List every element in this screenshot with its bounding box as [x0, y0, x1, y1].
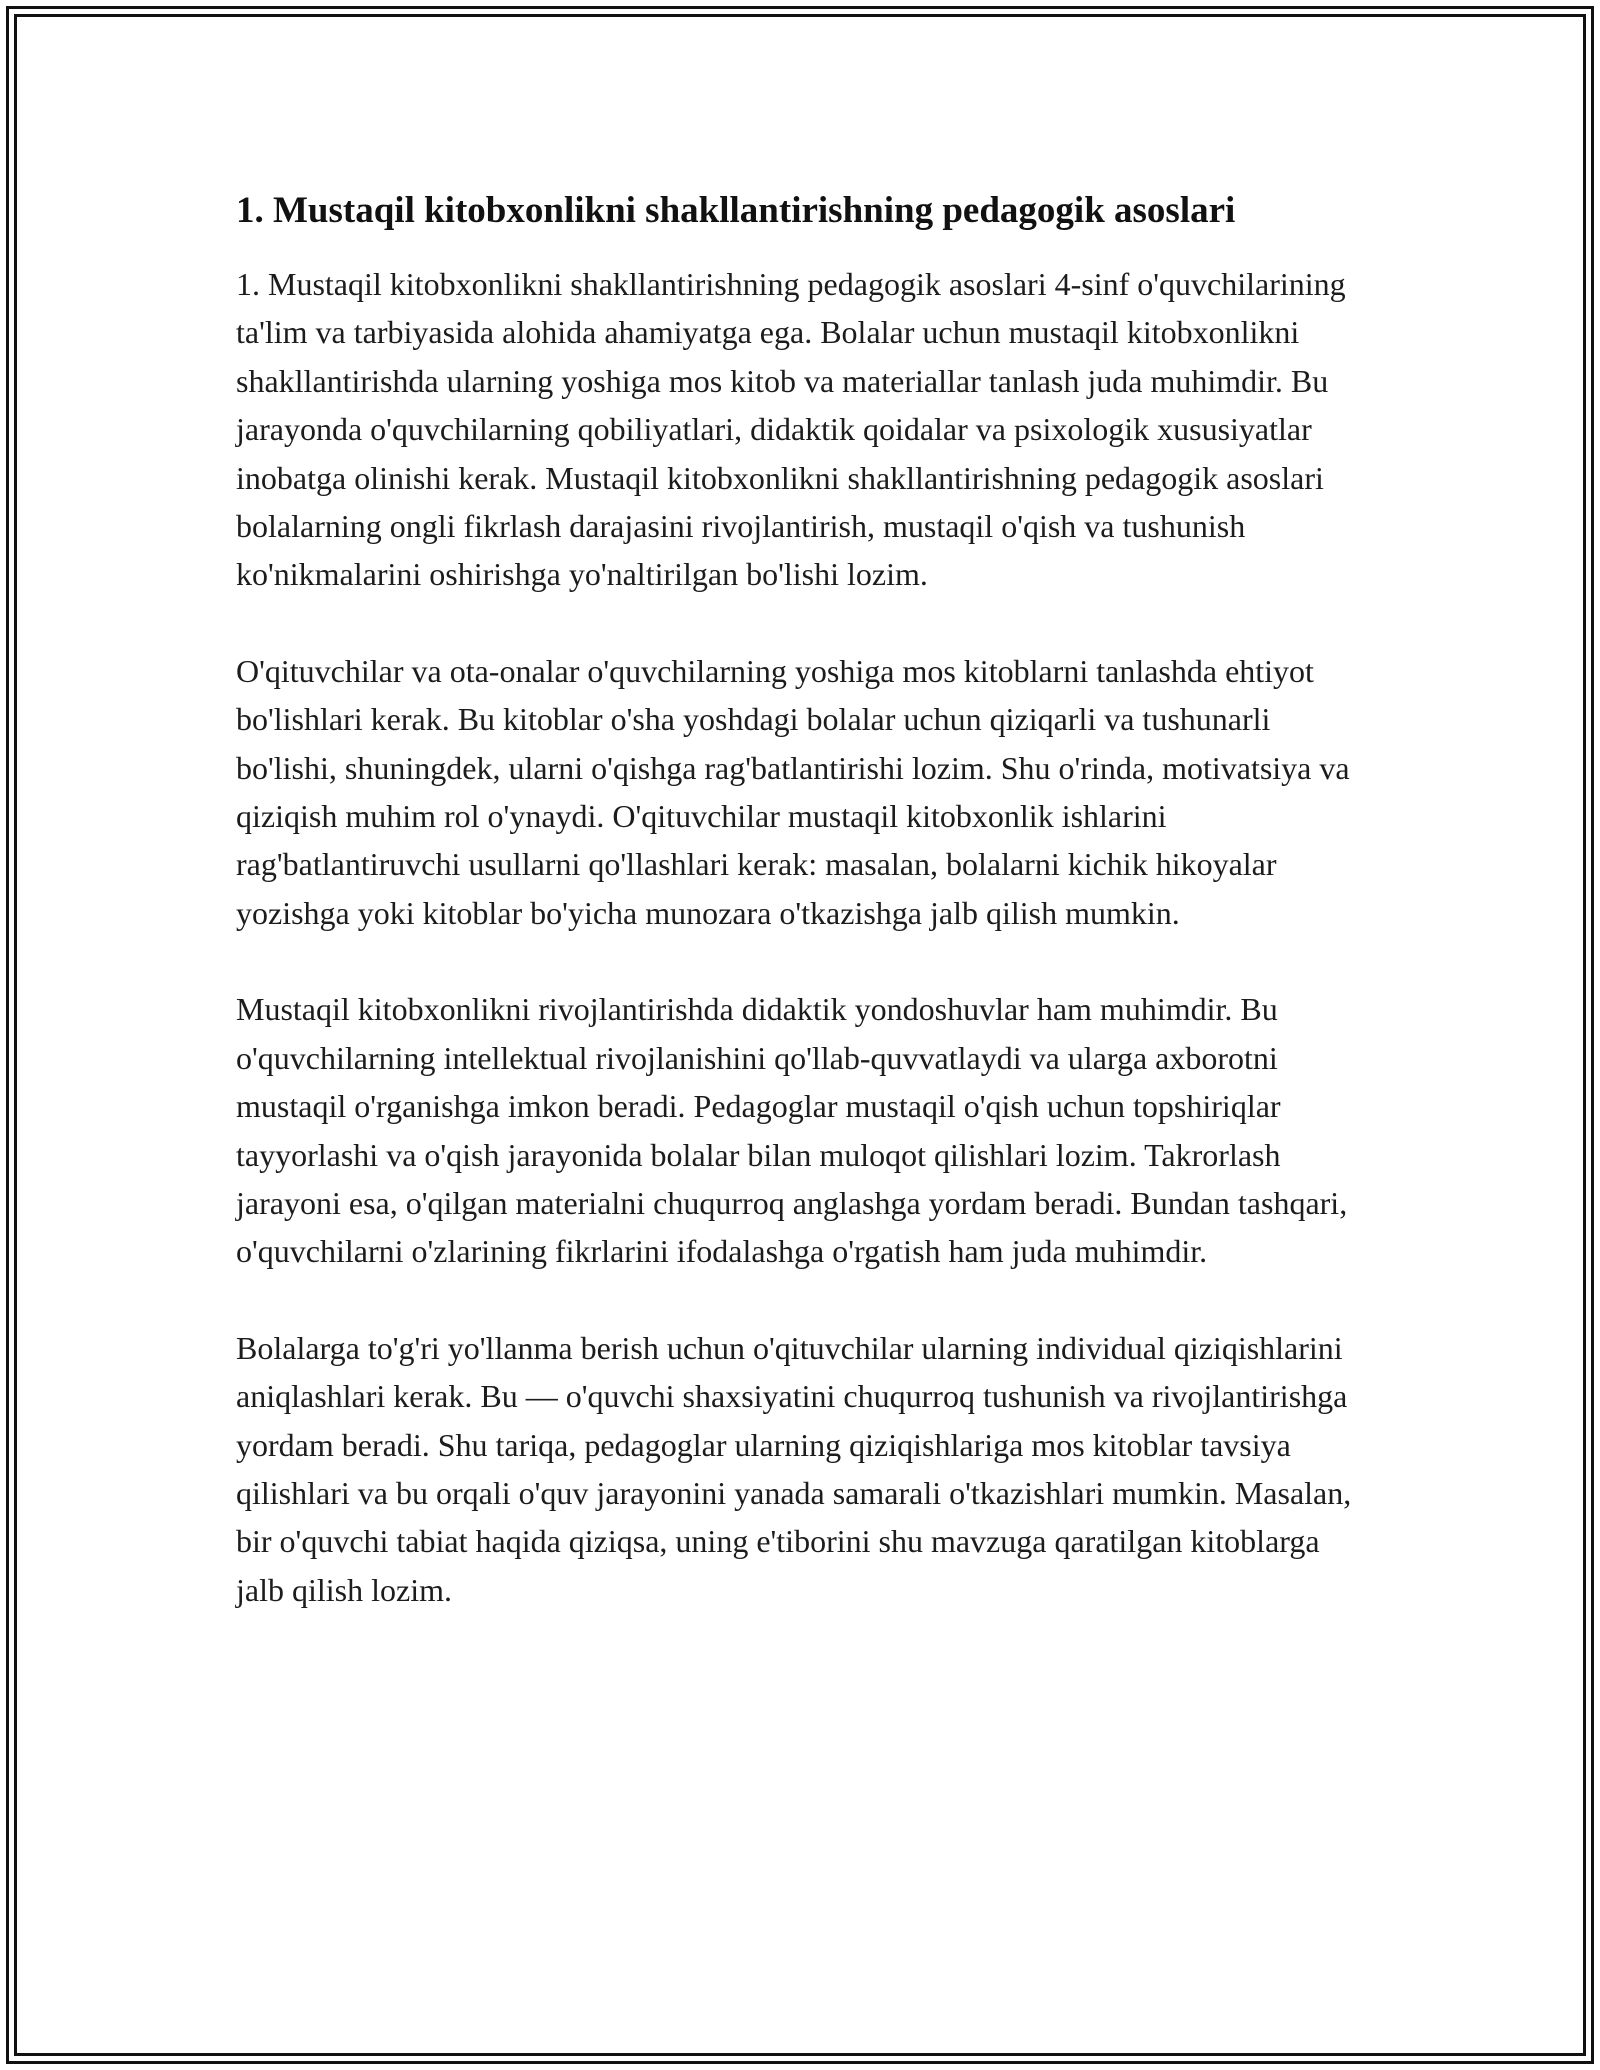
paragraph-1: 1. Mustaqil kitobxonlikni shakllantirishning pedagogik asoslari 4-sinf o'quvchilarining ta'lim va tarbiyasida alohida ahamiyatga ega. Bolalar uchun mustaqil kitobxonlikni shakllantirishda ularning yoshiga mos kitob va materiallar tanlash juda muhimdir. Bu jarayonda o'quvchilarning qobiliyatlari, didaktik qoidalar va psixologik xususiyatlar inobatga olinishi kerak. Mustaqil kitobxonlikni shakllantirishning pedagogik asoslari bolalarning ongli fikrlash darajasini rivojlantirish, mustaqil o'qish va tushunish ko'nikmalarini oshirishga yo'naltirilgan bo'lishi lozim. [236, 266, 1346, 593]
paragraph-2: O'qituvchilar va ota-onalar o'quvchilarning yoshiga mos kitoblarni tanlashda ehtiyot bo'lishlari kerak. Bu kitoblar o'sha yoshdagi bolalar uchun qiziqarli va tushunarli bo'lishi, shuningdek, ularni o'qishga rag'batlantirishi lozim. Shu o'rinda, motivatsiya va qiziqish muhim rol o'ynaydi. O'qituvchilar mustaqil kitobxonlik ishlarini rag'batlantiruvchi usullarni qo'llashlari kerak: masalan, bolalarni kichik hikoyalar yozishga yoki kitoblar bo'yicha munozara o'tkazishga jalb qilish mumkin. [236, 652, 1350, 931]
document-body [236, 260, 1366, 1614]
document-title: 1. Mustaqil kitobxonlikni shakllantirishning pedagogik asoslari [236, 190, 1236, 231]
paragraph-3: Mustaqil kitobxonlikni rivojlantirishda didaktik yondoshuvlar ham muhimdir. Bu o'quvchilarning intellektual rivojlanishini qo'llab-quvvatlaydi va ularga axborotni mustaqil o'rganishga imkon beradi. Pedagoglar mustaqil o'qish uchun topshiriqlar tayyorlashi va o'qish jarayonida bolalar bilan muloqot qilishlari lozim. Takrorlash jarayoni esa, o'qilgan materialni chuqurroq anglashga yordam beradi. Bundan tashqari, o'quvchilarni o'zlarining fikrlarini ifodalashga o'rgatish ham juda muhimdir. [236, 991, 1348, 1270]
document-content [236, 183, 1366, 1662]
paragraph-4: Bolalarga to'g'ri yo'llanma berish uchun o'qituvchilar ularning individual qiziqishlarini aniqlashlari kerak. Bu — o'quvchi shaxsiyatini chuqurroq tushunish va rivojlantirishga yordam beradi. Shu tariqa, pedagoglar ularning qiziqishlariga mos kitoblar tavsiya qilishlari va bu orqali o'quv jarayonini yanada samarali o'tkazishlari mumkin. Masalan, bir o'quvchi tabiat haqida qiziqsa, uning e'tiborini shu mavzuga qaratilgan kitoblarga jalb qilish lozim. [236, 1329, 1352, 1608]
